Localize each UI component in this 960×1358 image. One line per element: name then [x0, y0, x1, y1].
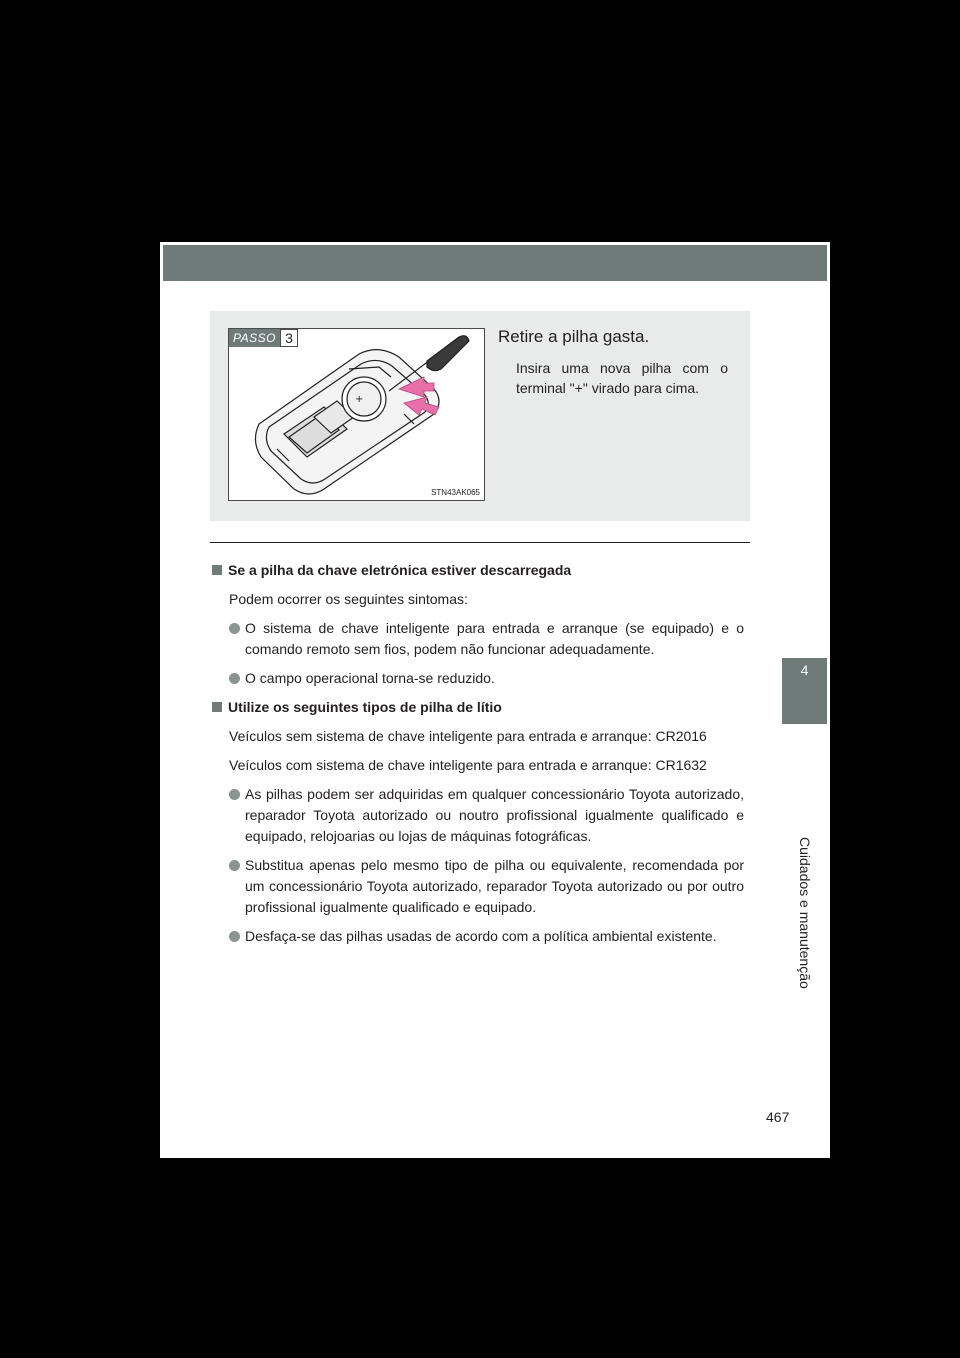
chapter-label: Cuidados e manutenção: [797, 837, 813, 989]
list-item: [212, 855, 744, 918]
list-item-text: As pilhas podem ser adquiridas em qualquer concessionário Toyota autorizado, reparador Toyota autorizado ou noutro profissional igualmente qualificado e equipado, relojoarias ou lojas de máquinas fotográficas.: [245, 786, 744, 844]
round-bullet-icon: [229, 931, 240, 942]
list-item: [212, 784, 744, 847]
step-badge-word: PASSO: [229, 329, 280, 347]
round-bullet-icon: [229, 623, 240, 634]
figure-code: STN43AK065: [431, 488, 480, 497]
list-item-text: Substitua apenas pelo mesmo tipo de pilha ou equivalente, recomendada por um concessionário Toyota autorizado, reparador Toyota autorizado ou por outro profissional igualmente qualificado e equipado.: [245, 857, 744, 915]
section-heading: [212, 697, 744, 718]
square-bullet-icon: [212, 565, 222, 575]
section-heading: [212, 560, 744, 581]
step-badge: [229, 329, 298, 347]
paragraph: Veículos sem sistema de chave inteligente para entrada e arranque: CR2016: [229, 728, 707, 744]
list-item: [212, 926, 744, 947]
paragraph: Podem ocorrer os seguintes sintomas:: [229, 591, 468, 607]
paragraph: Veículos com sistema de chave inteligente para entrada e arranque: CR1632: [229, 757, 707, 773]
step-title: Retire a pilha gasta.: [498, 327, 650, 346]
list-item: [212, 668, 744, 689]
round-bullet-icon: [229, 789, 240, 800]
step-description: Insira uma nova pilha com o terminal "+" virado para cima.: [516, 360, 728, 396]
page-number: 467: [766, 1109, 790, 1125]
svg-text:+: +: [355, 394, 364, 405]
list-item-text: O campo operacional torna-se reduzido.: [245, 670, 495, 686]
section-divider: [210, 542, 750, 543]
round-bullet-icon: [229, 673, 240, 684]
section-heading-text: Se a pilha da chave eletrónica estiver descarregada: [228, 562, 572, 578]
key-fob-drawing: [229, 329, 485, 501]
chapter-number: 4: [800, 662, 809, 678]
notes-content: [212, 560, 744, 947]
battery-removal-illustration: [228, 328, 485, 501]
step-badge-number: 3: [280, 329, 298, 347]
round-bullet-icon: [229, 860, 240, 871]
list-item: [212, 618, 744, 660]
section-heading-text: Utilize os seguintes tipos de pilha de lítio: [228, 699, 502, 715]
list-item-text: O sistema de chave inteligente para entrada e arranque (se equipado) e o comando remoto sem fios, podem não funcionar adequadamente.: [245, 620, 744, 657]
header-bar: [163, 245, 827, 281]
list-item-text: Desfaça-se das pilhas usadas de acordo com a política ambiental existente.: [245, 928, 717, 944]
square-bullet-icon: [212, 702, 222, 712]
